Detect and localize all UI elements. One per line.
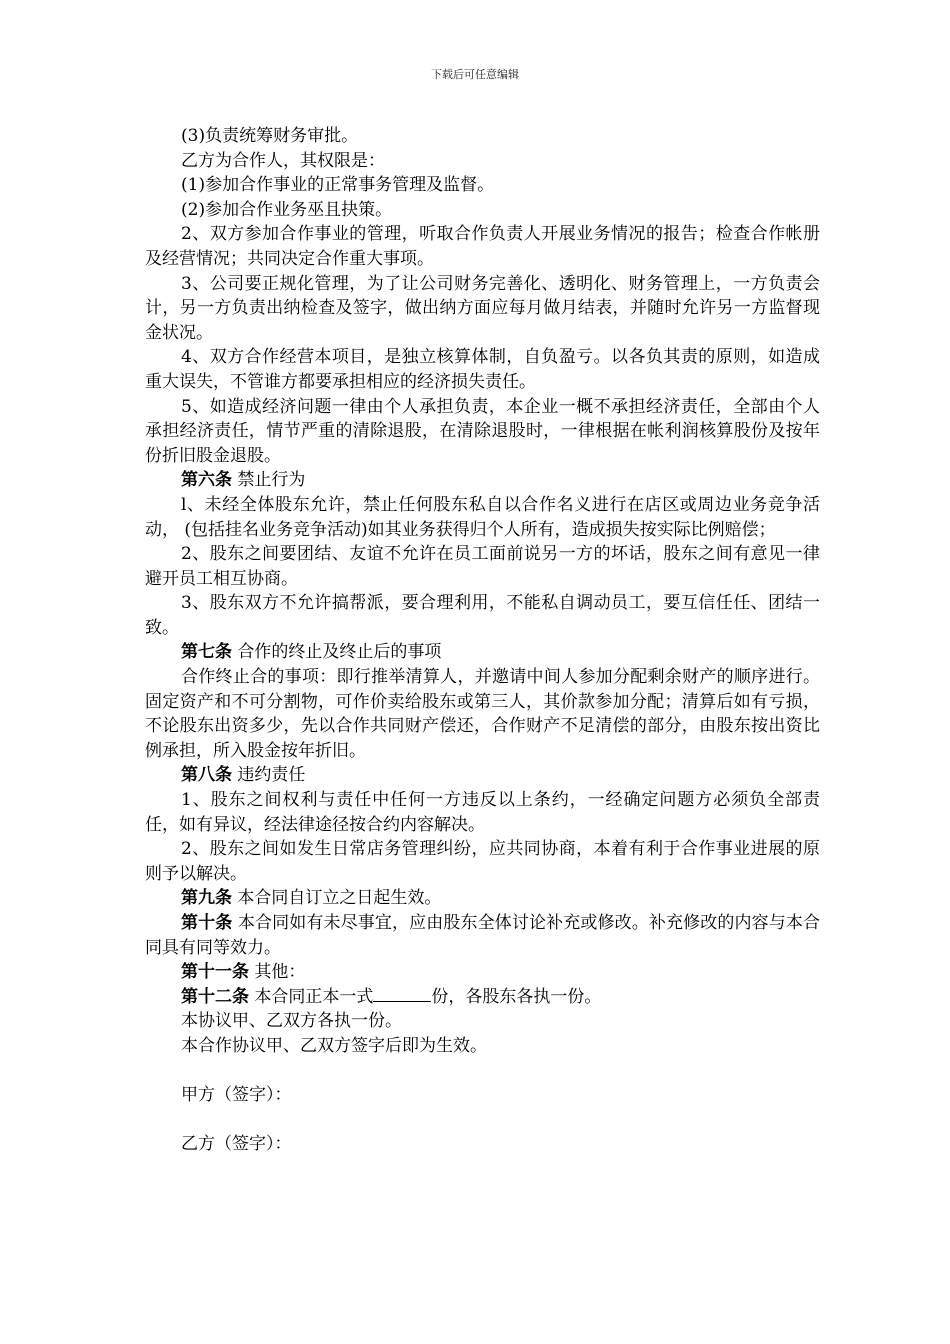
article-text: 本合同自订立之日起生效。 [237, 888, 442, 909]
article-title: 第八条 [181, 765, 232, 786]
article-6-item: 3、股东双方不允许搞帮派，要合理利用，不能私自调动员工，要互信任任、团结一致。 [145, 593, 820, 638]
article-text: 本合同如有未尽事宜，应由股东全体讨论补充或修改。补充修改的内容与本合同具有同等效力。 [145, 913, 821, 958]
paragraph: (3)负责统筹财务审批。 [181, 126, 359, 146]
article-9 [145, 886, 820, 911]
article-8-item: 2、股东之间如发生日常店务管理纠纷，应共同协商，本着有利于合作事业进展的原则予以解决。 [145, 839, 820, 884]
signature-party-a: 甲方（签字）： [181, 1085, 292, 1106]
article-6-heading [145, 468, 820, 493]
article-subtitle: 违约责任 [237, 765, 306, 786]
article-7-heading [145, 640, 820, 665]
paragraph: 3、公司要正规化管理，为了让公司财务完善化、透明化、财务管理上，一方负责会计，另一方负责出纳检查及签字，做出纳方面应每月做月结表，并随时允许另一方监督现金状况。 [145, 273, 820, 343]
closing-line: 本合作协议甲、乙双方签字后即为生效。 [181, 1035, 487, 1056]
paragraph: (1)参加合作事业的正常事务管理及监督。 [181, 175, 495, 196]
spacer [145, 1108, 820, 1133]
article-8-heading [145, 763, 820, 788]
article-title: 第七条 [181, 642, 232, 663]
page-header: 下载后可任意编辑 [431, 68, 519, 81]
article-text: 其他： [254, 962, 306, 983]
fill-in-blank [373, 985, 431, 1002]
article-12 [145, 985, 820, 1010]
article-11 [145, 960, 820, 985]
paragraph: (2)参加合作业务巫且抉策。 [181, 199, 393, 220]
closing-line: 本协议甲、乙双方各执一份。 [181, 1011, 402, 1032]
paragraph: 2、双方参加合作事业的管理，听取合作负责人开展业务情况的报告；检查合作帐册及经营情况；共同决定合作重大事项。 [145, 224, 820, 269]
article-text: 份，各股东各执一份。 [431, 986, 602, 1007]
article-6-item: l、未经全体股东允许，禁止任何股东私自以合作名义进行在店区或周边业务竞争活动， (包括挂名业务竞争活动)如其业务获得归个人所有，造成损失按实际比例赔偿； [145, 494, 820, 540]
article-title: 第十二条 [181, 986, 249, 1007]
spacer [145, 1059, 820, 1084]
paragraph: 5、如造成经济问题一律由个人承担负责，本企业一概不承担经济责任，全部由个人承担经济责任，情节严重的清除退股，在清除退股时，一律根据在帐利润核算股份及按年份折旧股金退股。 [145, 396, 820, 466]
paragraph: 乙方为合作人，其权限是： [181, 150, 385, 171]
article-6-item: 2、股东之间要团结、友谊不允许在员工面前说另一方的坏话，股东之间有意见一律避开员工相互协商。 [145, 544, 820, 589]
article-title: 第九条 [181, 888, 232, 909]
document-body [145, 124, 820, 1157]
article-10 [145, 911, 820, 960]
article-title: 第十一条 [181, 962, 249, 983]
article-title: 第十条 [181, 913, 233, 933]
article-subtitle: 合作的终止及终止后的事项 [237, 642, 442, 663]
paragraph: 4、双方合作经营本项目，是独立核算体制，自负盈亏。以各负其责的原则，如造成重大误失，不管谁方都要承担相应的经济损失责任。 [145, 347, 820, 392]
article-subtitle: 禁止行为 [237, 470, 306, 491]
article-text: 本合同正本一式 [254, 986, 374, 1007]
article-7-item: 合作终止合的事项：即行推举清算人，并邀请中间人参加分配剩余财产的顺序进行。固定资产和不可分割物，可作价卖给股东或第三人，其价款参加分配；清算后如有亏损，不论股东出资多少，先以合作共同财产偿还，合作财产不足清偿的部分，由股东按出资比例承担，所入股金按年折旧。 [145, 667, 820, 761]
signature-party-b: 乙方（签字）： [181, 1134, 292, 1155]
article-8-item: 1、股东之间权利与责任中任何一方违反以上条约，一经确定问题方必须负全部责任，如有异议，经法律途径按合约内容解决。 [145, 790, 820, 835]
article-title: 第六条 [181, 470, 232, 491]
